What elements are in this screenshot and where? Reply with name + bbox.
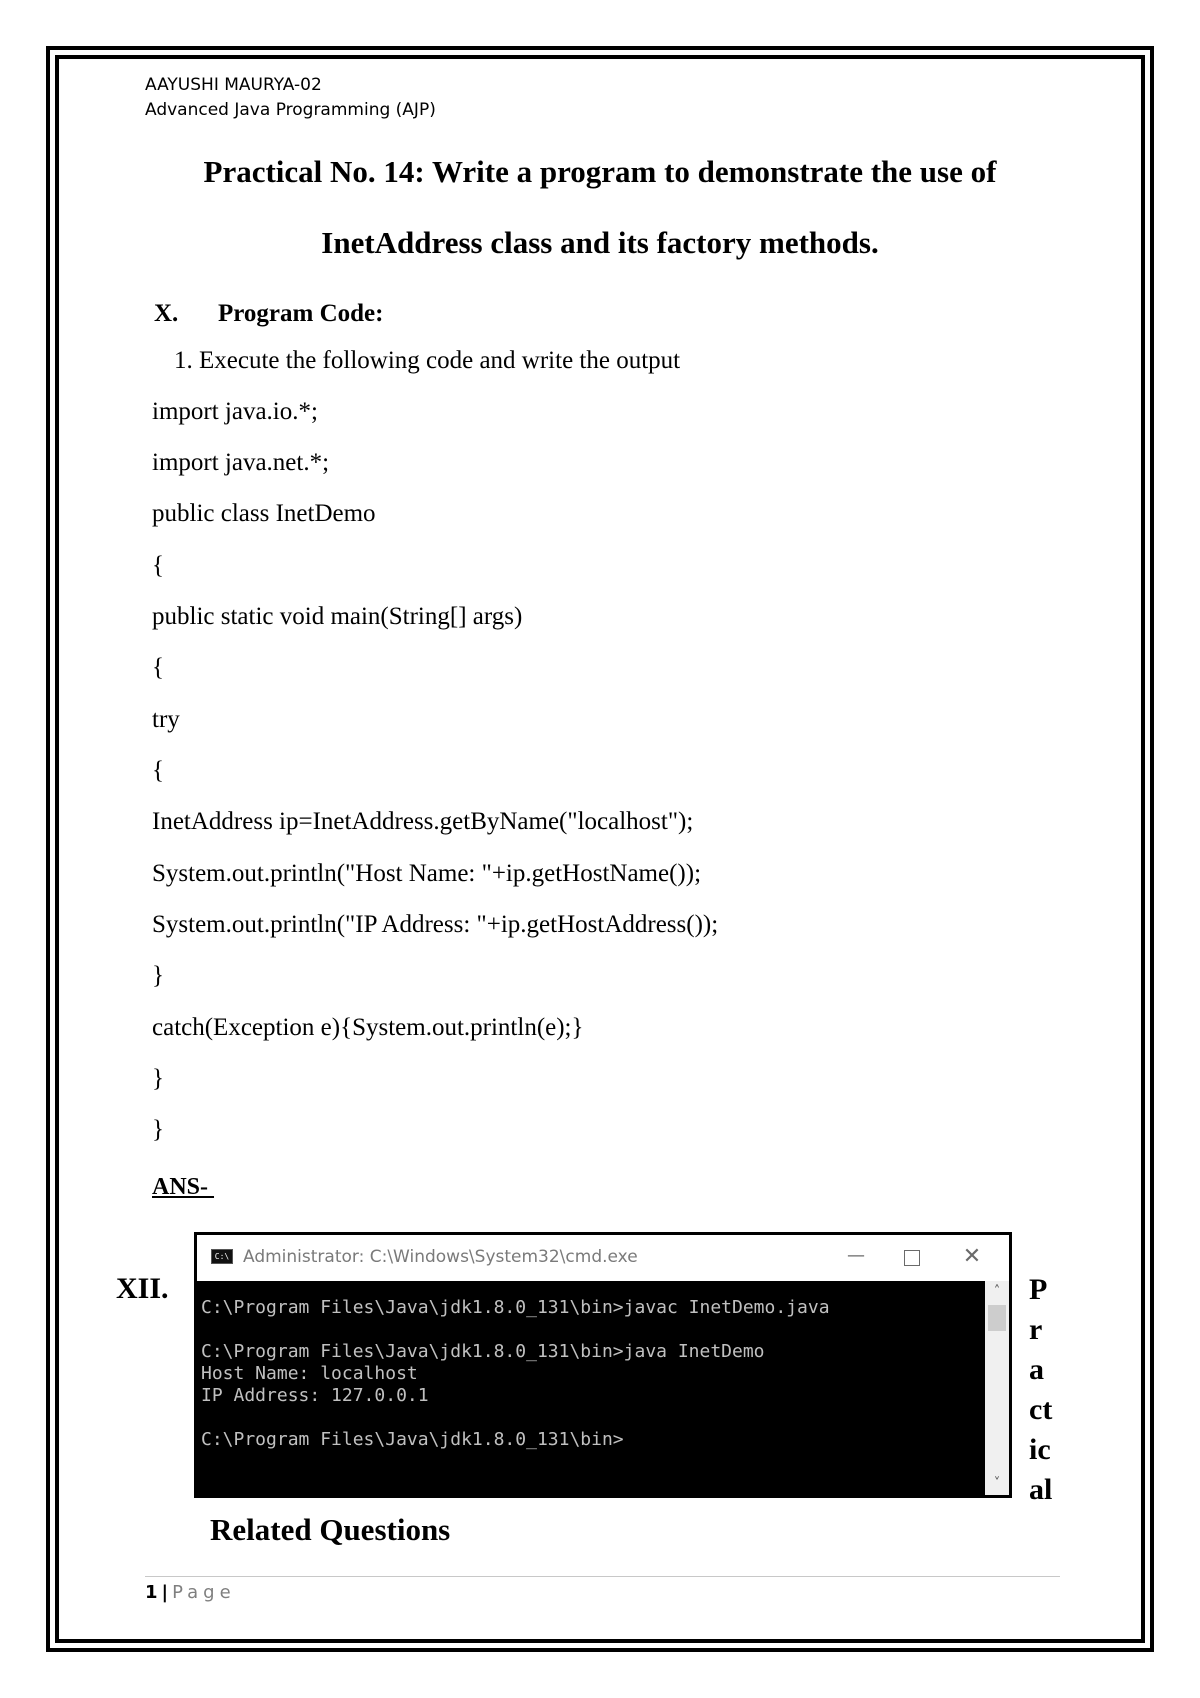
footer-page-text: Page	[172, 1582, 236, 1603]
code-line: public static void main(String[] args)	[152, 603, 523, 630]
code-line: {	[152, 654, 164, 681]
console-line: C:\Program Files\Java\jdk1.8.0_131\bin>java InetDemo	[201, 1341, 765, 1362]
cmd-app-icon: C:\	[211, 1249, 233, 1264]
code-line: {	[152, 757, 164, 784]
instruction-item: 1. Execute the following code and write the output	[174, 347, 681, 374]
section-xii-number: XII.	[116, 1272, 169, 1305]
maximize-button[interactable]	[889, 1241, 935, 1275]
code-line: }	[152, 962, 164, 989]
page-footer	[145, 1582, 236, 1603]
vertical-text-fragment: a	[1029, 1353, 1044, 1386]
practical-vertical-text	[1029, 1270, 1052, 1510]
related-questions-heading: Related Questions	[210, 1512, 451, 1547]
document-header	[145, 73, 436, 123]
console-line: C:\Program Files\Java\jdk1.8.0_131\bin>javac InetDemo.java	[201, 1297, 830, 1318]
header-author: AAYUSHI MAURYA-02	[145, 75, 322, 95]
section-x-heading	[154, 300, 383, 328]
scroll-up-icon[interactable]: ˄	[993, 1284, 1001, 1299]
code-line: {	[152, 552, 164, 579]
code-line: public class InetDemo	[152, 500, 376, 527]
cmd-title-bar	[197, 1235, 1009, 1281]
maximize-icon	[904, 1250, 920, 1266]
console-line: C:\Program Files\Java\jdk1.8.0_131\bin>	[201, 1429, 624, 1450]
code-line: import java.io.*;	[152, 398, 318, 425]
vertical-text-fragment: al	[1029, 1473, 1053, 1506]
code-line: System.out.println("IP Address: "+ip.getHostAddress());	[152, 911, 719, 938]
close-button[interactable]: ✕	[962, 1244, 982, 1269]
vertical-text-fragment: ic	[1029, 1433, 1051, 1466]
vertical-text-fragment: ct	[1029, 1393, 1053, 1426]
footer-separator: |	[161, 1582, 169, 1603]
practical-title-line-2: InetAddress class and its factory methods.	[321, 225, 879, 260]
cmd-window-screenshot	[194, 1232, 1012, 1498]
vertical-text-fragment: P	[1029, 1273, 1048, 1306]
code-line: try	[152, 706, 180, 733]
minimize-button[interactable]: —	[847, 1245, 865, 1266]
cmd-window-title: Administrator: C:\Windows\System32\cmd.exe	[243, 1247, 638, 1267]
header-subject: Advanced Java Programming (AJP)	[145, 100, 436, 120]
code-line: InetAddress ip=InetAddress.getByName("localhost");	[152, 808, 694, 835]
scroll-thumb[interactable]	[988, 1305, 1006, 1331]
answer-label: ANS-	[152, 1174, 215, 1200]
section-x-number: X.	[154, 300, 179, 327]
practical-title-line-1: Practical No. 14: Write a program to demonstrate the use of	[203, 154, 997, 189]
code-line: System.out.println("Host Name: "+ip.getHostName());	[152, 860, 702, 887]
code-line: catch(Exception e){System.out.println(e);}	[152, 1014, 584, 1041]
code-line: }	[152, 1065, 164, 1092]
footer-divider	[145, 1576, 1060, 1577]
page-number: 1	[145, 1582, 158, 1603]
cmd-scrollbar[interactable]	[985, 1281, 1009, 1495]
console-line: IP Address: 127.0.0.1	[201, 1385, 429, 1406]
section-x-label: Program Code:	[218, 300, 384, 327]
code-line: import java.net.*;	[152, 449, 330, 476]
console-line: Host Name: localhost	[201, 1363, 418, 1384]
vertical-text-fragment: r	[1029, 1313, 1043, 1346]
cmd-console-output	[197, 1281, 985, 1495]
scroll-down-icon[interactable]: ˅	[993, 1476, 1001, 1491]
code-line: }	[152, 1116, 164, 1143]
